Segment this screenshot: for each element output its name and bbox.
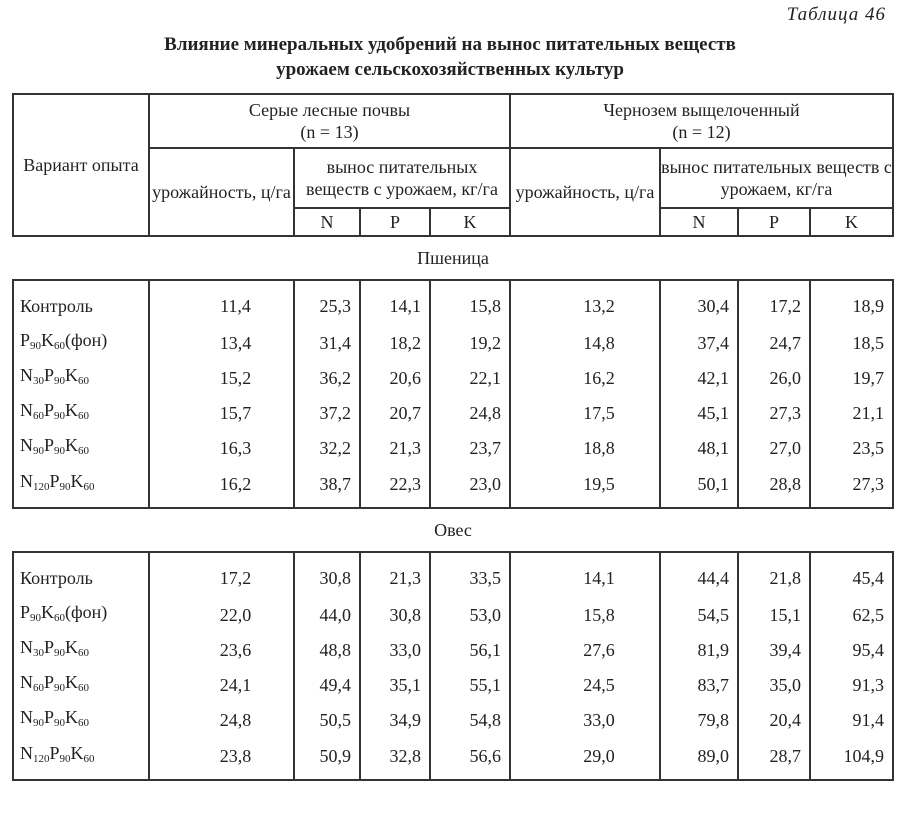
cell-p2: 15,1 xyxy=(738,597,810,632)
cell-n1: 37,2 xyxy=(294,395,360,430)
table-title xyxy=(0,32,900,82)
row-variant: $N_{90}P_{90}K_{60}$ xyxy=(13,430,149,465)
cell-n2: 42,1 xyxy=(660,360,738,395)
cell-n2: 81,9 xyxy=(660,632,738,667)
cell-p1: 33,0 xyxy=(360,632,430,667)
header-removal-2: вынос питательных веществ с урожаем, кг/га xyxy=(660,148,893,208)
cell-p2: 17,2 xyxy=(738,280,810,325)
cell-n2: 83,7 xyxy=(660,667,738,702)
cell-y1: 22,0 xyxy=(149,597,294,632)
cell-y2: 17,5 xyxy=(510,395,660,430)
row-variant: $N_{30}P_{90}K_{60}$ xyxy=(13,360,149,395)
cell-y2: 13,2 xyxy=(510,280,660,325)
cell-p1: 30,8 xyxy=(360,597,430,632)
table-row xyxy=(13,737,893,780)
cell-k1: 19,2 xyxy=(430,325,510,360)
cell-p1: 20,7 xyxy=(360,395,430,430)
cell-p2: 28,8 xyxy=(738,465,810,508)
cell-p1: 22,3 xyxy=(360,465,430,508)
cell-y1: 11,4 xyxy=(149,280,294,325)
cell-y2: 15,8 xyxy=(510,597,660,632)
cell-y1: 16,3 xyxy=(149,430,294,465)
table-label: Таблица 46 xyxy=(786,4,886,25)
cell-k1: 23,7 xyxy=(430,430,510,465)
cell-y1: 16,2 xyxy=(149,465,294,508)
cell-k2: 91,3 xyxy=(810,667,893,702)
cell-p2: 27,0 xyxy=(738,430,810,465)
cell-n2: 89,0 xyxy=(660,737,738,780)
cell-n1: 49,4 xyxy=(294,667,360,702)
header-k-2: K xyxy=(810,208,893,236)
table-row xyxy=(13,667,893,702)
header-yield-1: урожайность, ц/га xyxy=(149,148,294,236)
cell-n2: 37,4 xyxy=(660,325,738,360)
header-soil2-n: (n = 12) xyxy=(672,122,731,142)
cell-p2: 24,7 xyxy=(738,325,810,360)
cell-k2: 21,1 xyxy=(810,395,893,430)
cell-y2: 29,0 xyxy=(510,737,660,780)
cell-y2: 27,6 xyxy=(510,632,660,667)
cell-k2: 95,4 xyxy=(810,632,893,667)
header-yield-2: урожайность, ц/га xyxy=(510,148,660,236)
row-variant: Контроль xyxy=(13,280,149,325)
header-p-2: P xyxy=(738,208,810,236)
cell-k1: 33,5 xyxy=(430,552,510,597)
cell-k2: 19,7 xyxy=(810,360,893,395)
row-variant: $P_{90}K_{60}(фон)$ xyxy=(13,325,149,360)
cell-p2: 27,3 xyxy=(738,395,810,430)
cell-k2: 91,4 xyxy=(810,702,893,737)
cell-p2: 35,0 xyxy=(738,667,810,702)
cell-n2: 79,8 xyxy=(660,702,738,737)
cell-p1: 21,3 xyxy=(360,430,430,465)
cell-p1: 20,6 xyxy=(360,360,430,395)
cell-n1: 44,0 xyxy=(294,597,360,632)
cell-p2: 26,0 xyxy=(738,360,810,395)
cell-k2: 45,4 xyxy=(810,552,893,597)
cell-k2: 18,9 xyxy=(810,280,893,325)
cell-n2: 44,4 xyxy=(660,552,738,597)
cell-y2: 16,2 xyxy=(510,360,660,395)
table-row xyxy=(13,430,893,465)
cell-k1: 54,8 xyxy=(430,702,510,737)
cell-p2: 20,4 xyxy=(738,702,810,737)
cell-n1: 25,3 xyxy=(294,280,360,325)
cell-n1: 31,4 xyxy=(294,325,360,360)
cell-k2: 104,9 xyxy=(810,737,893,780)
cell-p1: 32,8 xyxy=(360,737,430,780)
data-table xyxy=(12,93,894,781)
cell-y1: 15,7 xyxy=(149,395,294,430)
cell-k1: 22,1 xyxy=(430,360,510,395)
cell-y2: 19,5 xyxy=(510,465,660,508)
table-row xyxy=(13,325,893,360)
row-variant: $N_{60}P_{90}K_{60}$ xyxy=(13,395,149,430)
cell-k1: 23,0 xyxy=(430,465,510,508)
cell-y2: 24,5 xyxy=(510,667,660,702)
cell-n1: 48,8 xyxy=(294,632,360,667)
cell-n2: 45,1 xyxy=(660,395,738,430)
row-variant: $P_{90}K_{60}(фон)$ xyxy=(13,597,149,632)
cell-n1: 38,7 xyxy=(294,465,360,508)
cell-y2: 33,0 xyxy=(510,702,660,737)
cell-y1: 23,6 xyxy=(149,632,294,667)
cell-n2: 30,4 xyxy=(660,280,738,325)
cell-p2: 28,7 xyxy=(738,737,810,780)
cell-n1: 36,2 xyxy=(294,360,360,395)
cell-p1: 35,1 xyxy=(360,667,430,702)
cell-k1: 56,6 xyxy=(430,737,510,780)
cell-k1: 55,1 xyxy=(430,667,510,702)
header-removal-1: вынос питательных веществ с урожаем, кг/га xyxy=(294,148,510,208)
cell-n1: 30,8 xyxy=(294,552,360,597)
row-variant: $N_{120}P_{90}K_{60}$ xyxy=(13,737,149,780)
header-k-1: K xyxy=(430,208,510,236)
cell-p1: 18,2 xyxy=(360,325,430,360)
cell-n2: 50,1 xyxy=(660,465,738,508)
table-row xyxy=(13,360,893,395)
cell-k2: 62,5 xyxy=(810,597,893,632)
cell-y1: 13,4 xyxy=(149,325,294,360)
header-variant: Вариант опыта xyxy=(13,94,149,236)
cell-n1: 50,9 xyxy=(294,737,360,780)
cell-p2: 39,4 xyxy=(738,632,810,667)
table-row xyxy=(13,465,893,508)
cell-p1: 21,3 xyxy=(360,552,430,597)
cell-p2: 21,8 xyxy=(738,552,810,597)
cell-y2: 18,8 xyxy=(510,430,660,465)
cell-k2: 23,5 xyxy=(810,430,893,465)
cell-n2: 48,1 xyxy=(660,430,738,465)
title-line-2: урожаем сельскохозяйственных культур xyxy=(276,59,624,80)
header-p-1: P xyxy=(360,208,430,236)
cell-y1: 24,8 xyxy=(149,702,294,737)
header-soil-gray-forest xyxy=(149,94,510,148)
table-row xyxy=(13,395,893,430)
cell-y1: 23,8 xyxy=(149,737,294,780)
cell-y1: 17,2 xyxy=(149,552,294,597)
row-variant: $N_{120}P_{90}K_{60}$ xyxy=(13,465,149,508)
cell-y1: 15,2 xyxy=(149,360,294,395)
title-line-1: Влияние минеральных удобрений на вынос питательных веществ xyxy=(164,34,736,55)
table-row xyxy=(13,280,893,325)
header-n-1: N xyxy=(294,208,360,236)
cell-k1: 24,8 xyxy=(430,395,510,430)
table-row xyxy=(13,552,893,597)
cell-y2: 14,1 xyxy=(510,552,660,597)
cell-n2: 54,5 xyxy=(660,597,738,632)
row-variant: $N_{60}P_{90}K_{60}$ xyxy=(13,667,149,702)
cell-p1: 14,1 xyxy=(360,280,430,325)
cell-y2: 14,8 xyxy=(510,325,660,360)
header-soil-chernozem xyxy=(510,94,893,148)
header-soil2-name: Чернозем выщелоченный xyxy=(603,100,800,120)
cell-p1: 34,9 xyxy=(360,702,430,737)
row-variant: Контроль xyxy=(13,552,149,597)
section-title: Овес xyxy=(13,508,893,552)
cell-k1: 15,8 xyxy=(430,280,510,325)
table-row xyxy=(13,597,893,632)
header-soil1-name: Серые лесные почвы xyxy=(248,100,411,120)
cell-k2: 27,3 xyxy=(810,465,893,508)
cell-y1: 24,1 xyxy=(149,667,294,702)
row-variant: $N_{90}P_{90}K_{60}$ xyxy=(13,702,149,737)
row-variant: $N_{30}P_{90}K_{60}$ xyxy=(13,632,149,667)
cell-n1: 50,5 xyxy=(294,702,360,737)
cell-k2: 18,5 xyxy=(810,325,893,360)
header-soil1-n: (n = 13) xyxy=(300,122,359,142)
cell-k1: 56,1 xyxy=(430,632,510,667)
header-n-2: N xyxy=(660,208,738,236)
section-title: Пшеница xyxy=(13,236,893,280)
cell-n1: 32,2 xyxy=(294,430,360,465)
cell-k1: 53,0 xyxy=(430,597,510,632)
table-row xyxy=(13,632,893,667)
table-row xyxy=(13,702,893,737)
